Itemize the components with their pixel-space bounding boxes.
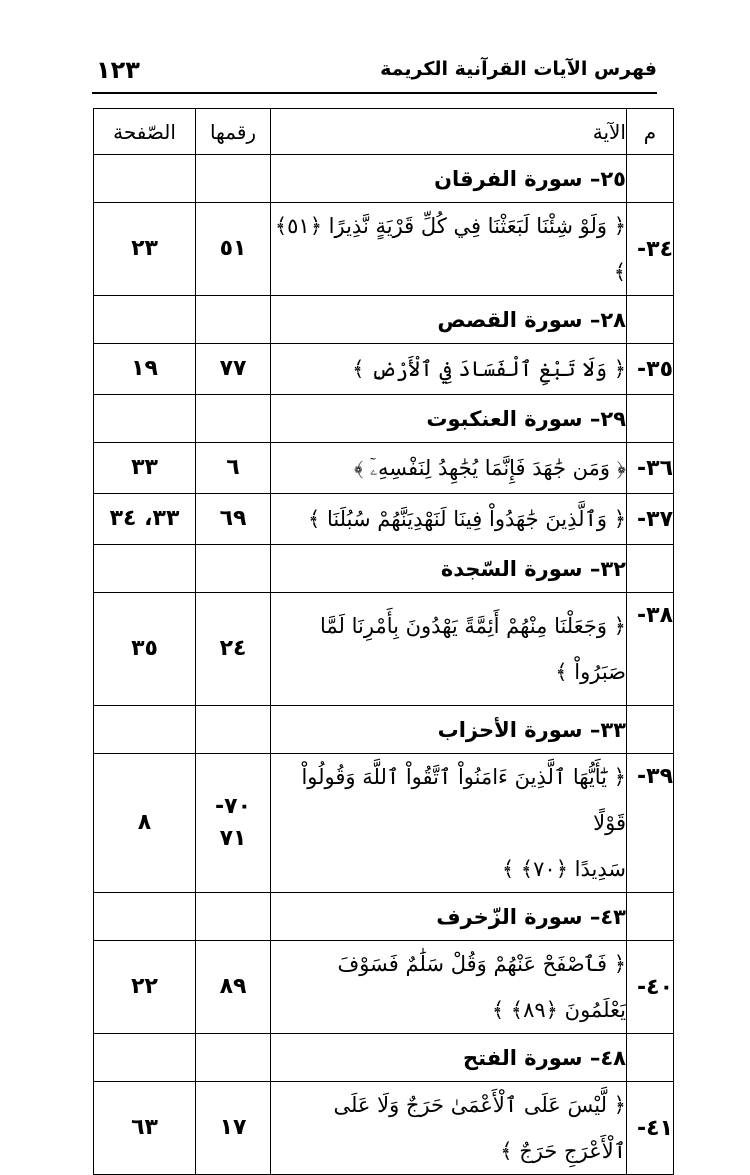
row-ref (196, 893, 271, 941)
verse-text (271, 593, 627, 706)
surah-row (94, 296, 674, 344)
row-ref (196, 545, 271, 593)
page-header (92, 56, 657, 94)
verse-text: ﴿ وَلَوْ شِئْنَا لَبَعَثْنَا فِي كُلِّ قَرْيَةٍ نَّذِيرًا ﴿٥١﴾ ﴾ (271, 203, 627, 296)
header-ref: رقمها (196, 109, 271, 155)
row-num (627, 395, 674, 443)
row-page (94, 395, 196, 443)
row-num (627, 545, 674, 593)
table-header-row (94, 109, 674, 155)
row-ref: ٥١ (196, 203, 271, 296)
row-page (94, 893, 196, 941)
verse-text (271, 754, 627, 893)
row-page: ١٩ (94, 344, 196, 395)
header-num: م (627, 109, 674, 155)
surah-title: ٤٣– سورة الزّخرف (271, 893, 627, 941)
row-page: ٢٢ (94, 941, 196, 1034)
verse-text: ﴿ وَلَا تَبْغِ ٱلْفَسَادَ فِي ٱلْأَرْضِ ﴾ (271, 344, 627, 395)
row-ref: ٨٩ (196, 941, 271, 1034)
verse-line-1: ﴿ يَٰٓأَيُّهَا ٱلَّذِينَ ءَامَنُواْ ٱتَّقُواْ ٱللَّهَ وَقُولُواْ قَوْلًا (301, 765, 626, 835)
row-page (94, 155, 196, 203)
verse-line-2: صَبَرُواْ ﴾ (555, 660, 626, 684)
row-ref (196, 593, 271, 706)
row-page: ٣٣، ٣٤ (94, 494, 196, 545)
page-number: ١٢٣ (96, 56, 140, 84)
row-num: ٣٤- (627, 203, 674, 296)
row-ref (196, 395, 271, 443)
row-num: ٣٨- (627, 593, 674, 706)
table-row (94, 344, 674, 395)
row-page (94, 545, 196, 593)
row-ref (196, 706, 271, 754)
table-row (94, 754, 674, 893)
surah-title: ٣٢– سورة السّجدة (271, 545, 627, 593)
verse-text: ﴿ وَٱلَّذِينَ جَٰهَدُواْ فِينَا لَنَهْدِيَنَّهُمْ سُبُلَنَا ﴾ (271, 494, 627, 545)
row-ref (196, 155, 271, 203)
row-ref (196, 754, 271, 893)
row-num: ٣٦- (627, 443, 674, 494)
surah-row (94, 706, 674, 754)
row-page: ٣٥ (94, 593, 196, 706)
ref-line-1: ٢٤ (219, 636, 247, 661)
row-num (627, 155, 674, 203)
table-row (94, 1082, 674, 1175)
verse-line-1: ﴿ وَجَعَلْنَا مِنْهُمْ أَئِمَّةً يَهْدُونَ بِأَمْرِنَا لَمَّا (320, 614, 626, 638)
row-ref: ٧٧ (196, 344, 271, 395)
row-num (627, 893, 674, 941)
surah-row (94, 893, 674, 941)
verse-index-table (93, 108, 674, 1175)
row-ref: ١٧ (196, 1082, 271, 1175)
ref-line-2: ٧١ (219, 826, 247, 851)
surah-title: ٢٩– سورة العنكبوت (271, 395, 627, 443)
table-row (94, 941, 674, 1034)
row-page (94, 706, 196, 754)
row-num: ٤٠- (627, 941, 674, 1034)
surah-row (94, 545, 674, 593)
surah-title: ٢٥– سورة الفرقان (271, 155, 627, 203)
row-page (94, 296, 196, 344)
verse-text: ﴿ لَّيْسَ عَلَى ٱلْأَعْمَىٰ حَرَجٌ وَلَا عَلَى ٱلْأَعْرَجِ حَرَجٌ ﴾ (271, 1082, 627, 1175)
row-page: ٦٣ (94, 1082, 196, 1175)
table-row (94, 494, 674, 545)
row-ref (196, 1034, 271, 1082)
surah-title: ٢٨– سورة القصص (271, 296, 627, 344)
ref-line-1: ٧٠- (215, 794, 251, 819)
row-num (627, 1034, 674, 1082)
surah-title: ٣٣– سورة الأحزاب (271, 706, 627, 754)
row-ref: ٦٩ (196, 494, 271, 545)
row-num: ٣٧- (627, 494, 674, 545)
surah-row (94, 395, 674, 443)
page-title: فهرس الآيات القرآنية الكريمة (380, 58, 657, 80)
row-page: ٨ (94, 754, 196, 893)
row-page: ٣٣ (94, 443, 196, 494)
surah-row (94, 1034, 674, 1082)
table-row (94, 593, 674, 706)
surah-title: ٤٨– سورة الفتح (271, 1034, 627, 1082)
header-verse: الآية (271, 109, 627, 155)
row-page: ٢٣ (94, 203, 196, 296)
header-page: الصّفحة (94, 109, 196, 155)
row-ref: ٦ (196, 443, 271, 494)
verse-line-2: سَدِيدًا ﴿٧٠﴾ ﴾ (501, 857, 626, 881)
verse-text: ﴿ فَٱصْفَحْ عَنْهُمْ وَقُلْ سَلَٰمٌ فَسَوْفَ يَعْلَمُونَ ﴿٨٩﴾ ﴾ (271, 941, 627, 1034)
row-ref (196, 296, 271, 344)
row-num (627, 296, 674, 344)
surah-row (94, 155, 674, 203)
row-num: ٣٥- (627, 344, 674, 395)
row-page (94, 1034, 196, 1082)
row-num: ٣٩- (627, 754, 674, 893)
row-num: ٤١- (627, 1082, 674, 1175)
verse-text: ﴿ وَمَن جَٰهَدَ فَإِنَّمَا يُجَٰهِدُ لِنَفْسِهِۦٓ ﴾ (271, 443, 627, 494)
row-num (627, 706, 674, 754)
table-row (94, 443, 674, 494)
table-row (94, 203, 674, 296)
